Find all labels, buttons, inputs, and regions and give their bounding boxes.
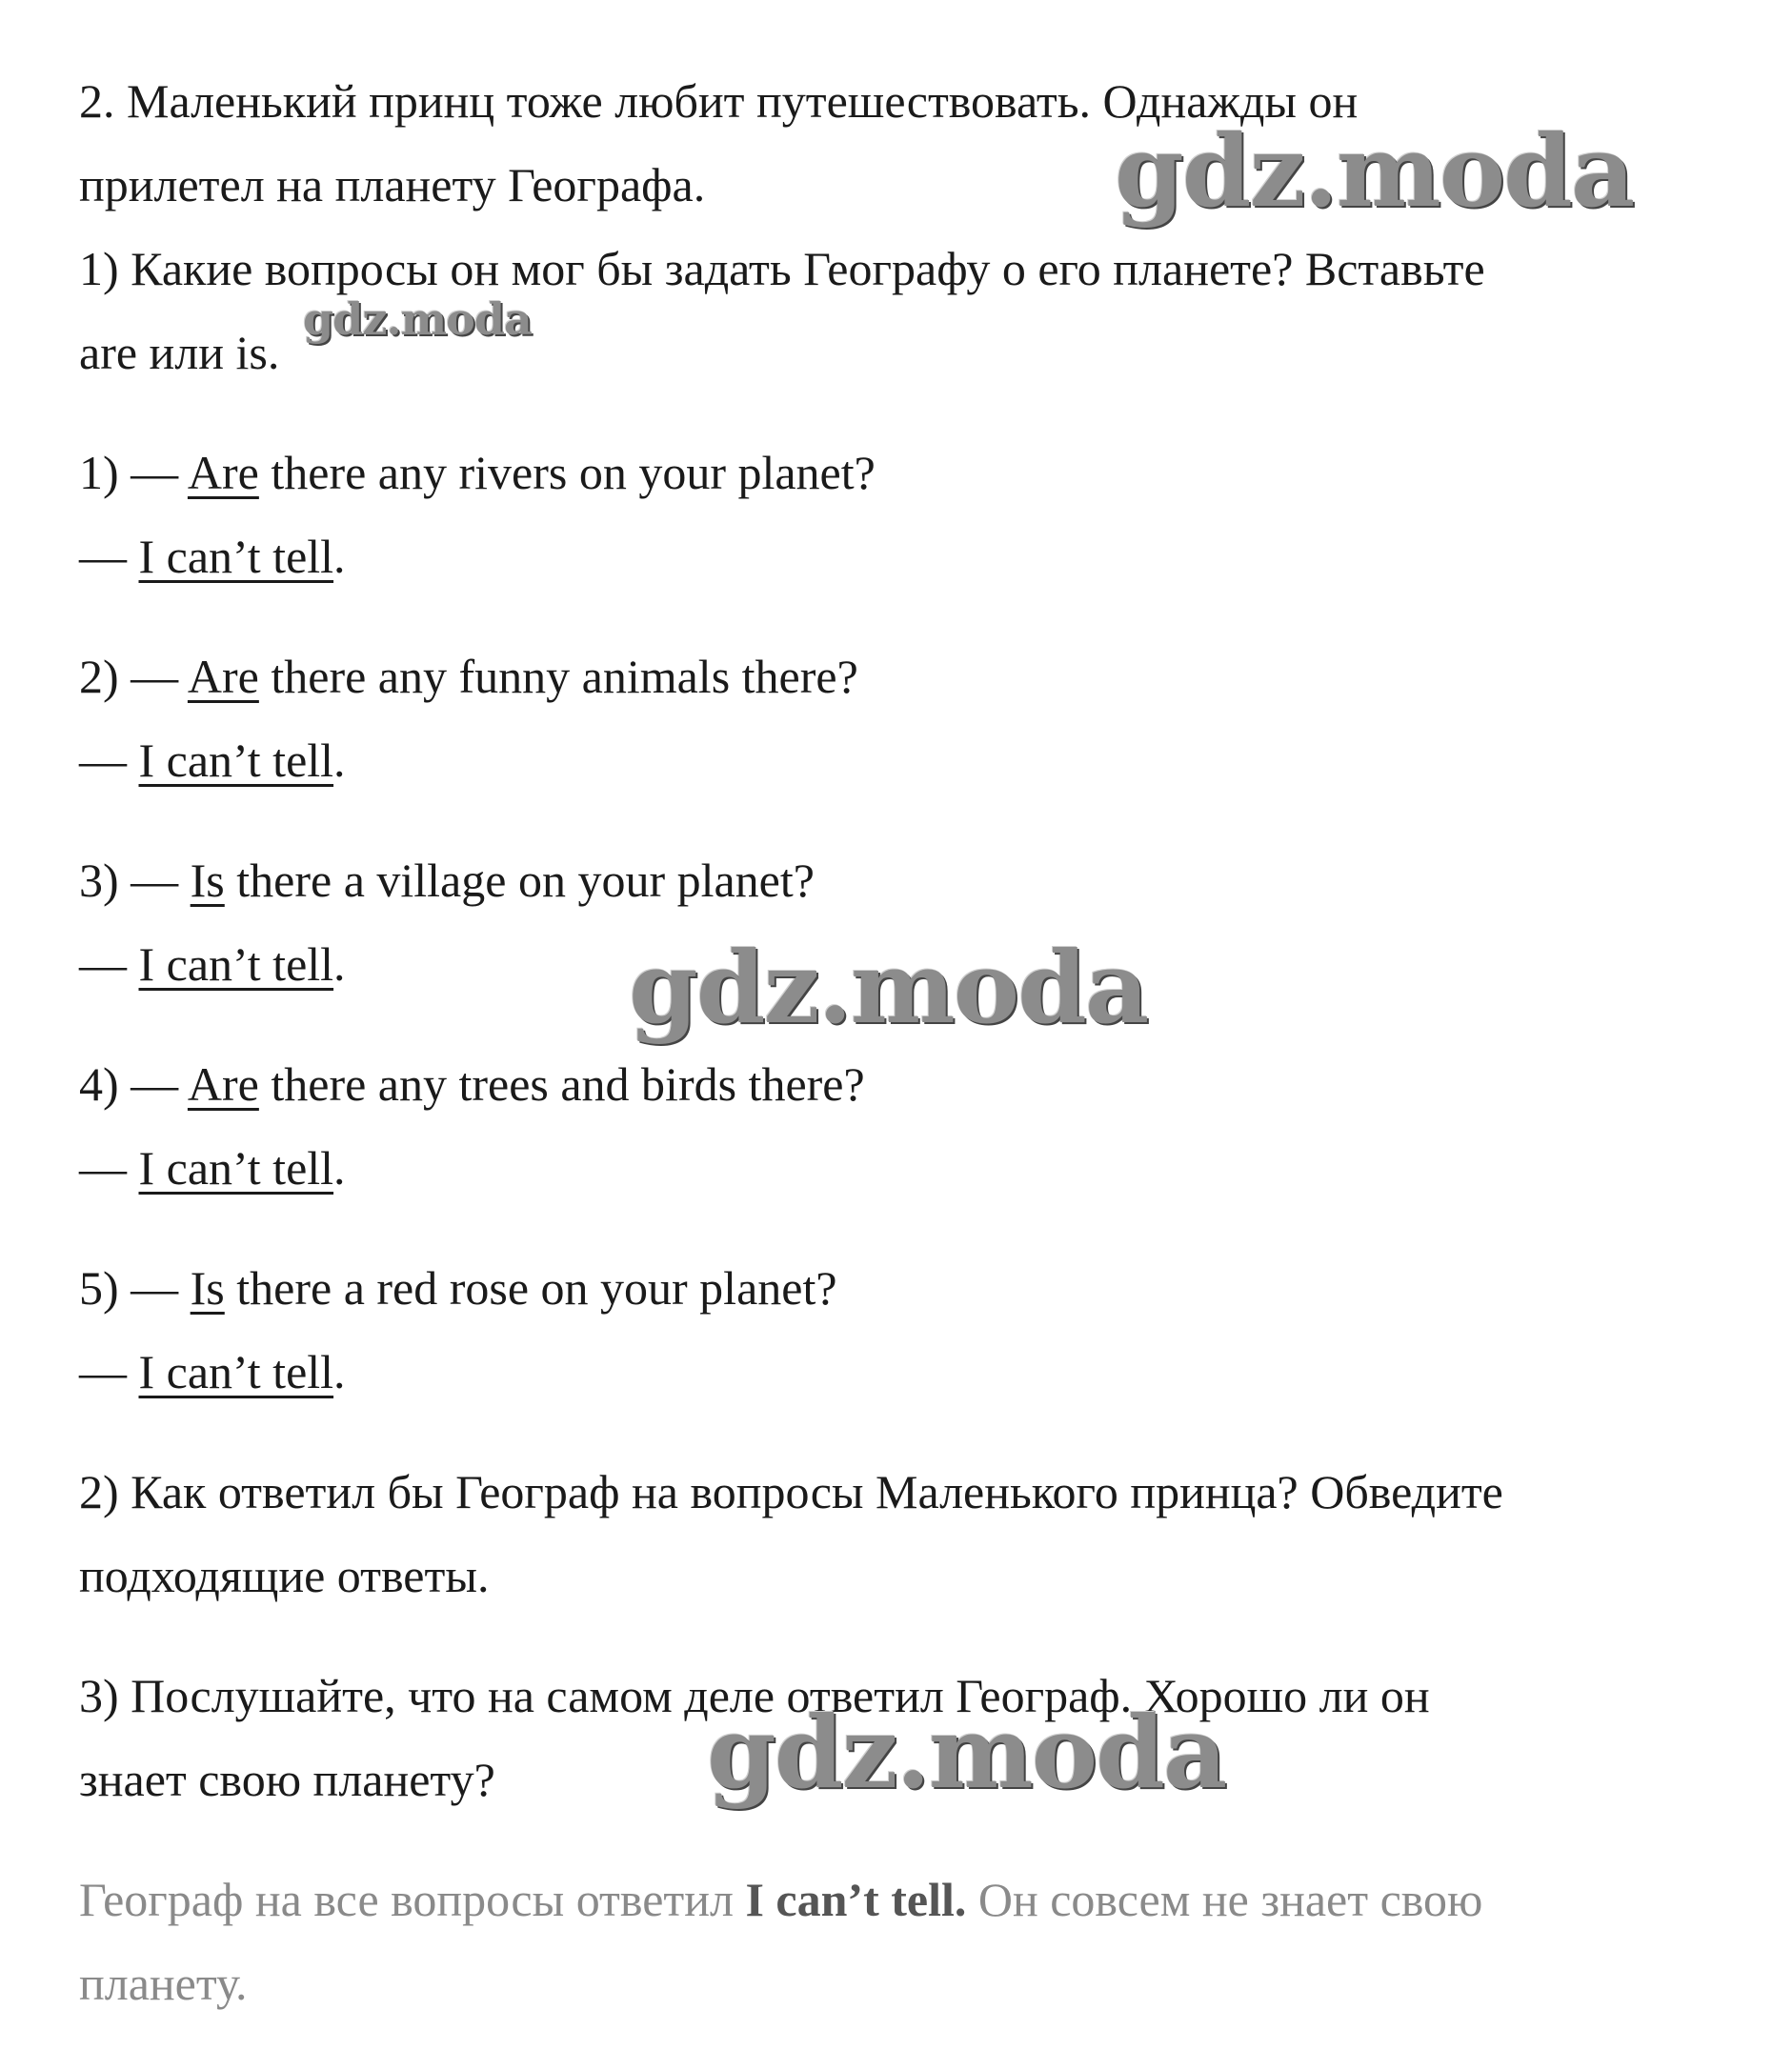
answer-text: I can’t tell <box>138 734 334 787</box>
answer-dash: — <box>79 1345 139 1398</box>
answer-text: I can’t tell <box>138 1345 334 1398</box>
solution-suffix: Он совсем не знает свою <box>966 1873 1483 1926</box>
answer-text: I can’t tell <box>138 530 334 583</box>
watermark-logo: gdz.moda <box>629 929 1148 1046</box>
part1-instruction-line-1: 1) Какие вопросы он мог бы задать Географу о его планете? Вставьте <box>79 242 1485 295</box>
intro-line-1: 2. Маленький принц тоже любит путешествовать. Однажды он <box>79 74 1359 128</box>
question-block-2 <box>79 634 1775 802</box>
question-line <box>79 1246 1775 1330</box>
question-text: there any rivers on your planet? <box>258 446 876 499</box>
part3-instruction-line-1: 3) Послушайте, что на самом деле ответил Географ. Хорошо ли он <box>79 1669 1430 1722</box>
part3-instruction-line-2: знает свою планету? <box>79 1753 495 1806</box>
question-text: there any trees and birds there? <box>258 1057 865 1111</box>
solution-bold-answer: I can’t tell. <box>745 1873 967 1926</box>
answer-period: . <box>333 1345 346 1398</box>
answer-line <box>79 718 1775 802</box>
answer-line <box>79 514 1775 598</box>
filled-verb: Is <box>190 1261 225 1315</box>
solution-line-1 <box>79 1858 1775 1941</box>
intro-line-2: прилетел на планету Географа. <box>79 158 706 211</box>
question-number: 1) — <box>79 446 188 499</box>
answer-period: . <box>333 1141 346 1195</box>
filled-verb: Are <box>187 650 259 703</box>
answer-line <box>79 1330 1775 1414</box>
question-number: 5) — <box>79 1261 191 1315</box>
answer-text: I can’t tell <box>138 937 334 991</box>
answer-dash: — <box>79 734 139 787</box>
question-line <box>79 431 1775 514</box>
part2-instruction-line-2: подходящие ответы. <box>79 1549 490 1602</box>
question-number: 4) — <box>79 1057 188 1111</box>
answer-period: . <box>333 734 346 787</box>
answer-dash: — <box>79 937 139 991</box>
question-number: 2) — <box>79 650 188 703</box>
question-block-5 <box>79 1246 1775 1414</box>
filled-verb: Are <box>187 446 259 499</box>
filled-verb: Is <box>190 854 225 907</box>
part2-instruction-line-1: 2) Как ответил бы Географ на вопросы Маленького принца? Обведите <box>79 1465 1503 1518</box>
watermark-logo: gdz.moda <box>707 1694 1226 1811</box>
watermark-logo: gdz.moda <box>1115 112 1634 230</box>
answer-line <box>79 1126 1775 1210</box>
question-text: there a red rose on your planet? <box>224 1261 837 1315</box>
question-line <box>79 634 1775 718</box>
part1-instruction-line-2: are или is. <box>79 326 280 379</box>
question-text: there any funny animals there? <box>258 650 858 703</box>
answer-text: I can’t tell <box>138 1141 334 1195</box>
watermark-logo-small: gdz.moda <box>303 293 532 345</box>
answer-dash: — <box>79 1141 139 1195</box>
question-line <box>79 1042 1775 1126</box>
answer-period: . <box>333 530 346 583</box>
question-block-1 <box>79 431 1775 598</box>
question-text: there a village on your planet? <box>224 854 815 907</box>
filled-verb: Are <box>187 1057 259 1111</box>
answer-period: . <box>333 937 346 991</box>
question-line <box>79 838 1775 922</box>
solution-prefix: Географ на все вопросы ответил <box>79 1873 746 1926</box>
solution-line-2: планету. <box>79 1957 248 2010</box>
question-number: 3) — <box>79 854 191 907</box>
answer-dash: — <box>79 530 139 583</box>
question-block-4 <box>79 1042 1775 1210</box>
